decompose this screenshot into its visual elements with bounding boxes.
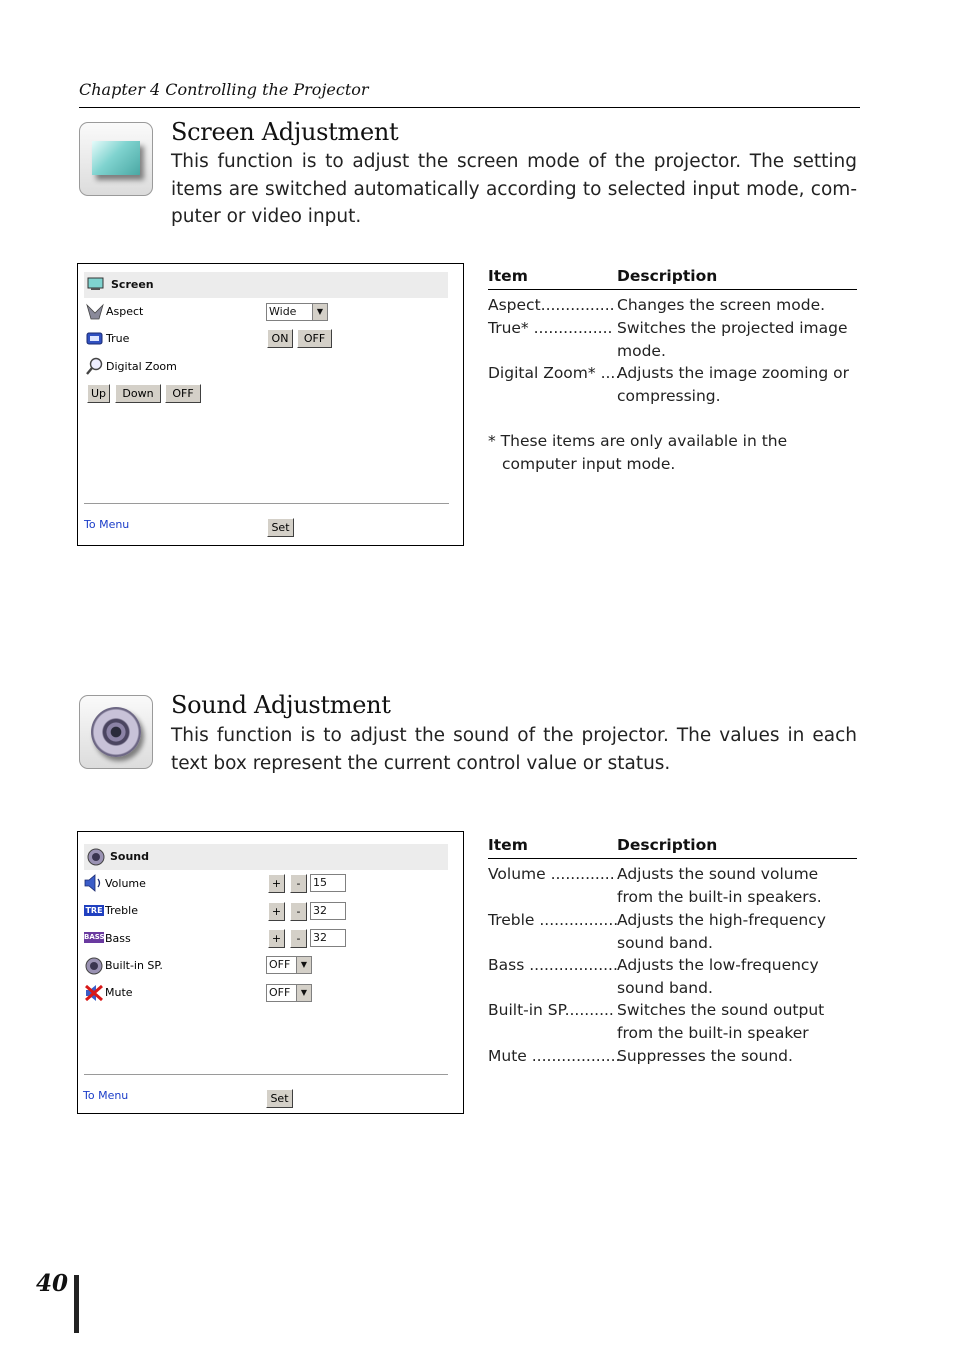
treble-icon: TRE [85, 906, 103, 915]
zoom-off-button[interactable]: OFF [165, 384, 201, 403]
row-desc: Adjusts the high-frequency sound band. [617, 911, 826, 952]
row-item: Volume [488, 865, 546, 883]
panel-divider [84, 503, 449, 504]
screen-table-desc-header: Description [617, 267, 718, 285]
chevron-down-icon[interactable]: ▼ [296, 985, 311, 1001]
builtin-sp-select[interactable] [266, 956, 312, 974]
table-row [488, 319, 612, 337]
to-menu-link[interactable]: To Menu [84, 518, 130, 531]
screen-panel [77, 263, 464, 546]
set-button[interactable]: Set [266, 1089, 293, 1108]
mute-icon [84, 984, 104, 1002]
row-desc: Changes the screen mode. [617, 296, 826, 314]
bass-input[interactable]: 32 [310, 929, 346, 947]
treble-input[interactable]: 32 [310, 902, 346, 920]
bass-plus-button[interactable]: + [268, 929, 285, 948]
sound-table-desc-header: Description [617, 836, 718, 854]
speaker-icon [79, 695, 153, 769]
row-item: Mute [488, 1047, 527, 1065]
row-dots: .................. [526, 1047, 621, 1065]
true-on-button[interactable]: ON [267, 329, 293, 348]
treble-plus-button[interactable]: + [268, 902, 285, 921]
chapter-header: Chapter 4 Controlling the Projector [79, 80, 369, 99]
sound-table-item-header: Item [488, 836, 528, 854]
sound-panel-header [84, 844, 448, 870]
aspect-label: Aspect [106, 305, 144, 318]
builtin-sp-value: OFF [269, 958, 291, 971]
row-desc: Adjusts the image zooming or compressing. [617, 364, 849, 405]
row-dots: .......... [564, 1001, 614, 1019]
treble-minus-button[interactable]: - [290, 902, 307, 921]
screen-glyph [92, 141, 140, 175]
mute-select[interactable] [266, 984, 312, 1002]
row-desc: Adjusts the sound volume from the built-in speakers. [617, 865, 822, 906]
volume-label: Volume [105, 877, 146, 890]
mute-label: Mute [105, 986, 133, 999]
volume-plus-button[interactable]: + [268, 874, 285, 893]
volume-input[interactable]: 15 [310, 874, 346, 892]
sound-table-rule [488, 858, 857, 859]
table-row [488, 364, 620, 382]
zoom-up-button[interactable]: Up [87, 384, 110, 403]
screen-section-body: This function is to adjust the screen mode of the projector. The setting items are switched automatically according to selected input mode, com- puter or video input. [171, 151, 857, 227]
sound-section-body: This function is to adjust the sound of the projector. The values in each text box represent the current control value or status. [171, 725, 857, 774]
mute-value: OFF [269, 986, 291, 999]
bass-minus-button[interactable]: - [290, 929, 307, 948]
chevron-down-icon[interactable]: ▼ [312, 304, 327, 320]
screen-table-rule [488, 289, 857, 290]
table-row [488, 865, 615, 883]
volume-minus-button[interactable]: - [290, 874, 307, 893]
aspect-icon [86, 303, 104, 321]
table-row [488, 956, 618, 974]
row-dots: ................ [534, 911, 619, 929]
treble-label: Treble [105, 904, 138, 917]
row-desc: Switches the projected image mode. [617, 319, 848, 360]
zoom-label: Digital Zoom [106, 360, 177, 373]
magnifier-icon [86, 357, 104, 375]
row-item: Built-in SP [488, 1001, 565, 1019]
true-label: True [106, 332, 130, 345]
table-row [488, 1047, 620, 1065]
bass-icon: BASS [84, 933, 105, 941]
screen-table-note: * These items are only available in the computer input mode. [488, 432, 788, 473]
aspect-select-value: Wide [269, 305, 297, 318]
row-dots: .... [595, 364, 621, 382]
aspect-select[interactable] [266, 303, 328, 321]
speaker-glyph [91, 707, 141, 757]
row-item: Digital Zoom* [488, 364, 596, 382]
true-icon [86, 331, 104, 347]
row-dots: ................ [528, 319, 613, 337]
sound-section-title: Sound Adjustment [171, 691, 391, 719]
row-item: True* [488, 319, 529, 337]
zoom-down-button[interactable]: Down [115, 384, 161, 403]
set-button[interactable]: Set [267, 518, 294, 537]
sound-panel-title: Sound [110, 850, 150, 863]
speaker-icon [85, 957, 103, 975]
table-row [488, 1001, 614, 1019]
row-item: Treble [488, 911, 535, 929]
page-number: 40 [36, 1270, 69, 1297]
row-dots: ............... [540, 296, 615, 314]
true-off-button[interactable]: OFF [297, 329, 332, 348]
row-item: Bass [488, 956, 525, 974]
row-item: Aspect [488, 296, 541, 314]
screen-table-item-header: Item [488, 267, 528, 285]
screen-small-icon [87, 277, 105, 291]
to-menu-link[interactable]: To Menu [83, 1089, 129, 1102]
chevron-down-icon[interactable]: ▼ [296, 957, 311, 973]
builtin-sp-label: Built-in SP. [105, 959, 163, 972]
screen-section-title: Screen Adjustment [171, 118, 399, 146]
table-row [488, 296, 615, 314]
table-row [488, 911, 618, 929]
panel-divider [84, 1074, 448, 1075]
screen-icon [79, 122, 153, 196]
page-number-bar [74, 1275, 79, 1333]
bass-label: Bass [105, 932, 131, 945]
speaker-small-icon [87, 848, 105, 866]
screen-panel-title: Screen [111, 278, 154, 291]
sound-panel [77, 831, 464, 1114]
row-desc: Adjusts the low-frequency sound band. [617, 956, 819, 997]
row-desc: Suppresses the sound. [617, 1047, 793, 1065]
screen-panel-header [84, 272, 448, 298]
header-rule [79, 107, 860, 108]
row-dots: .................. [524, 956, 618, 974]
row-desc: Switches the sound output from the built-in speaker [617, 1001, 825, 1042]
volume-icon [84, 874, 104, 892]
row-dots: ............. [545, 865, 615, 883]
